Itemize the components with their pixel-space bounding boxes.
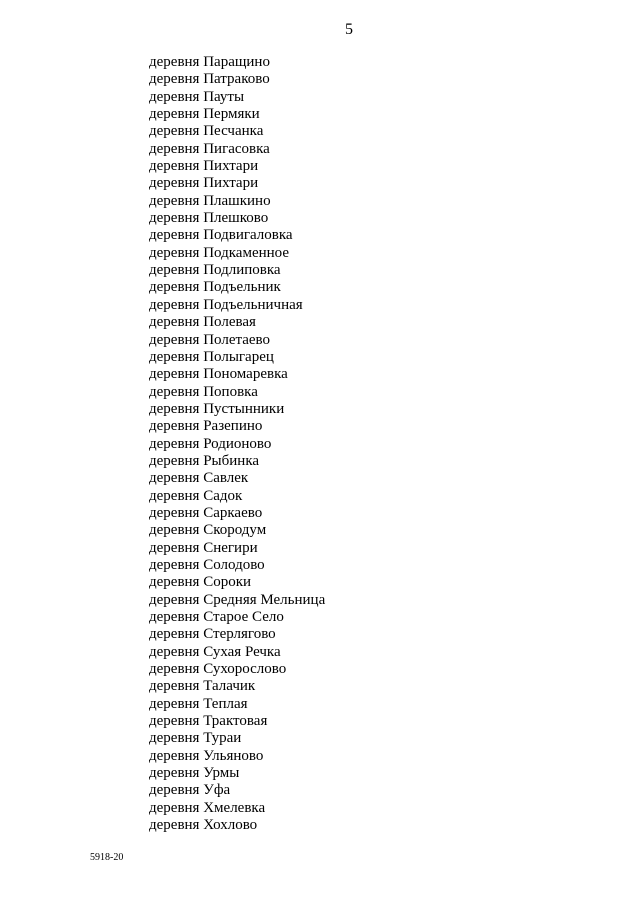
list-item: деревня Разепино — [149, 418, 263, 435]
list-item: деревня Пустынники — [149, 400, 285, 417]
list-item: деревня Пигасовка — [149, 140, 270, 157]
list-item: деревня Пермяки — [149, 106, 260, 123]
list-item: деревня Сухая Речка — [149, 643, 281, 660]
village-list — [149, 54, 325, 834]
list-item: деревня Садок — [149, 487, 243, 504]
list-item: деревня Стерлягово — [149, 626, 276, 643]
list-item: деревня Ульяново — [149, 747, 264, 764]
list-item: деревня Полетаево — [149, 331, 271, 348]
list-item: деревня Хохлово — [149, 817, 258, 834]
list-item: деревня Подкаменное — [149, 244, 290, 261]
list-item: деревня Полыгарец — [149, 348, 274, 365]
list-item: деревня Снегири — [149, 539, 258, 556]
list-item: деревня Плешково — [149, 210, 269, 227]
page-number: 5 — [345, 21, 353, 38]
list-item: деревня Полевая — [149, 314, 256, 331]
list-item: деревня Плашкино — [149, 192, 271, 209]
list-item: деревня Песчанка — [149, 123, 264, 140]
list-item: деревня Рыбинка — [149, 452, 260, 469]
list-item: деревня Теплая — [149, 695, 248, 712]
list-item: деревня Хмелевка — [149, 799, 266, 816]
list-item: деревня Пономаревка — [149, 366, 288, 383]
list-item: деревня Паращино — [149, 54, 270, 70]
list-item: деревня Савлек — [149, 470, 249, 487]
list-item: деревня Трактовая — [149, 713, 268, 730]
list-item: деревня Старое Село — [149, 609, 284, 625]
list-item: деревня Солодово — [149, 556, 265, 573]
list-item: деревня Подъельничная — [149, 296, 303, 313]
list-item: деревня Подвигаловка — [149, 227, 293, 244]
list-item: деревня Поповка — [149, 383, 258, 400]
list-item: деревня Саркаево — [149, 504, 263, 521]
list-item: деревня Тураи — [149, 730, 242, 747]
list-item: деревня Уфа — [149, 782, 231, 799]
list-item: деревня Родионово — [149, 435, 272, 452]
list-item: деревня Скородум — [149, 522, 267, 539]
document-code: 5918-20 — [90, 852, 124, 863]
list-item: деревня Средняя Мельница — [149, 591, 326, 608]
list-item: деревня Урмы — [149, 765, 240, 782]
list-item: деревня Подъельник — [149, 279, 281, 296]
list-item: деревня Пихтари — [149, 175, 259, 192]
list-item: деревня Пауты — [149, 88, 245, 105]
list-item: деревня Патраково — [149, 71, 270, 88]
list-item: деревня Сороки — [149, 574, 252, 591]
list-item: деревня Сухорослово — [149, 661, 287, 678]
list-item: деревня Пихтари — [149, 158, 259, 175]
list-item: деревня Подлиповка — [149, 262, 281, 279]
list-item: деревня Талачик — [149, 678, 256, 695]
